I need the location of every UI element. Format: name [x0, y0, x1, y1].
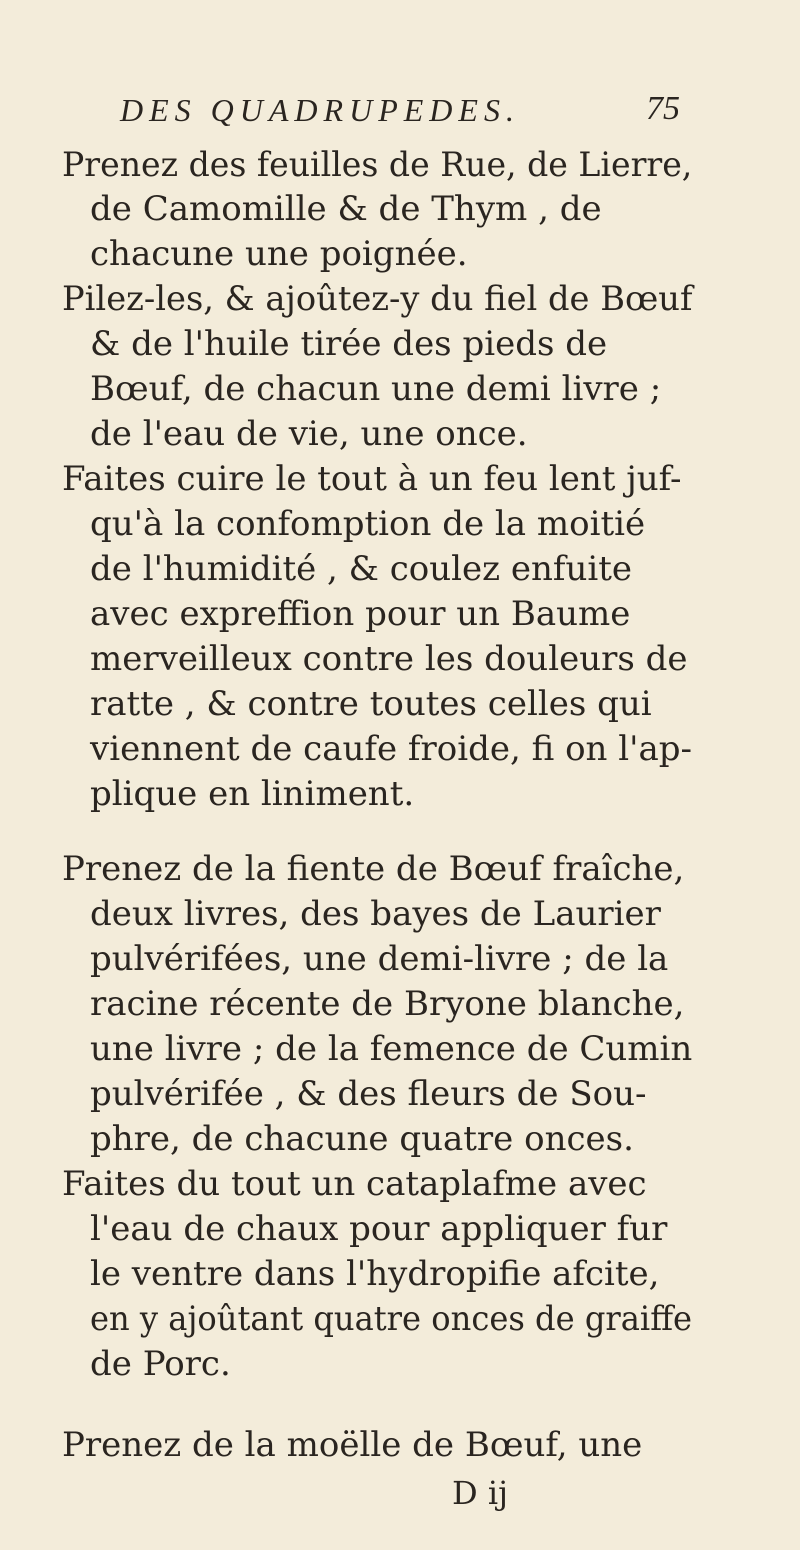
text-line: de Porc. [90, 1344, 231, 1384]
text-line: de l'eau de vie, une once. [90, 414, 528, 454]
text-line: Faites cuire le tout à un feu lent juf- [62, 459, 682, 499]
text-line: le ventre dans l'hydropifie afcite, [90, 1254, 660, 1294]
text-line: ratte , & contre toutes celles qui [90, 684, 652, 724]
text-line: l'eau de chaux pour appliquer fur [90, 1209, 668, 1249]
text-line: Pilez-les, & ajoûtez-y du fiel de Bœuf [62, 279, 693, 319]
text-line: une livre ; de la femence de Cumin [90, 1029, 693, 1069]
text-line: pulvérifées, une demi-livre ; de la [90, 939, 669, 979]
running-title: DES QUADRUPEDES. [120, 92, 520, 128]
text-line: viennent de caufe froide, fi on l'ap- [90, 729, 692, 769]
text-line: phre, de chacune quatre onces. [90, 1119, 634, 1159]
text-line: deux livres, des bayes de Laurier [90, 894, 661, 934]
text-line: en y ajoûtant quatre onces de graiffe [90, 1299, 693, 1339]
text-line: & de l'huile tirée des pieds de [90, 324, 608, 364]
running-header [120, 92, 680, 142]
text-line: pulvérifée , & des fleurs de Sou- [90, 1074, 647, 1114]
text-line: Prenez de la moëlle de Bœuf, une [62, 1425, 643, 1465]
text-line: de Camomille & de Thym , de [90, 189, 602, 229]
text-line: Prenez de la fiente de Bœuf fraîche, [62, 849, 685, 889]
text-line: Faites du tout un cataplafme avec [62, 1164, 647, 1204]
text-line: plique en liniment. [90, 774, 415, 814]
page-number: 75 [646, 90, 680, 127]
signature-mark: D ij [452, 1474, 508, 1512]
text-line: Prenez des feuilles de Rue, de Lierre, [62, 145, 693, 185]
text-line: racine récente de Bryone blanche, [90, 984, 685, 1024]
text-line: de l'humidité , & coulez enfuite [90, 549, 633, 589]
text-line: chacune une poignée. [90, 234, 468, 274]
text-line: merveilleux contre les douleurs de [90, 639, 688, 679]
text-line: Bœuf, de chacun une demi livre ; [90, 369, 662, 409]
text-line: avec expreffion pour un Baume [90, 594, 631, 634]
text-line: qu'à la confomption de la moitié [90, 504, 646, 544]
